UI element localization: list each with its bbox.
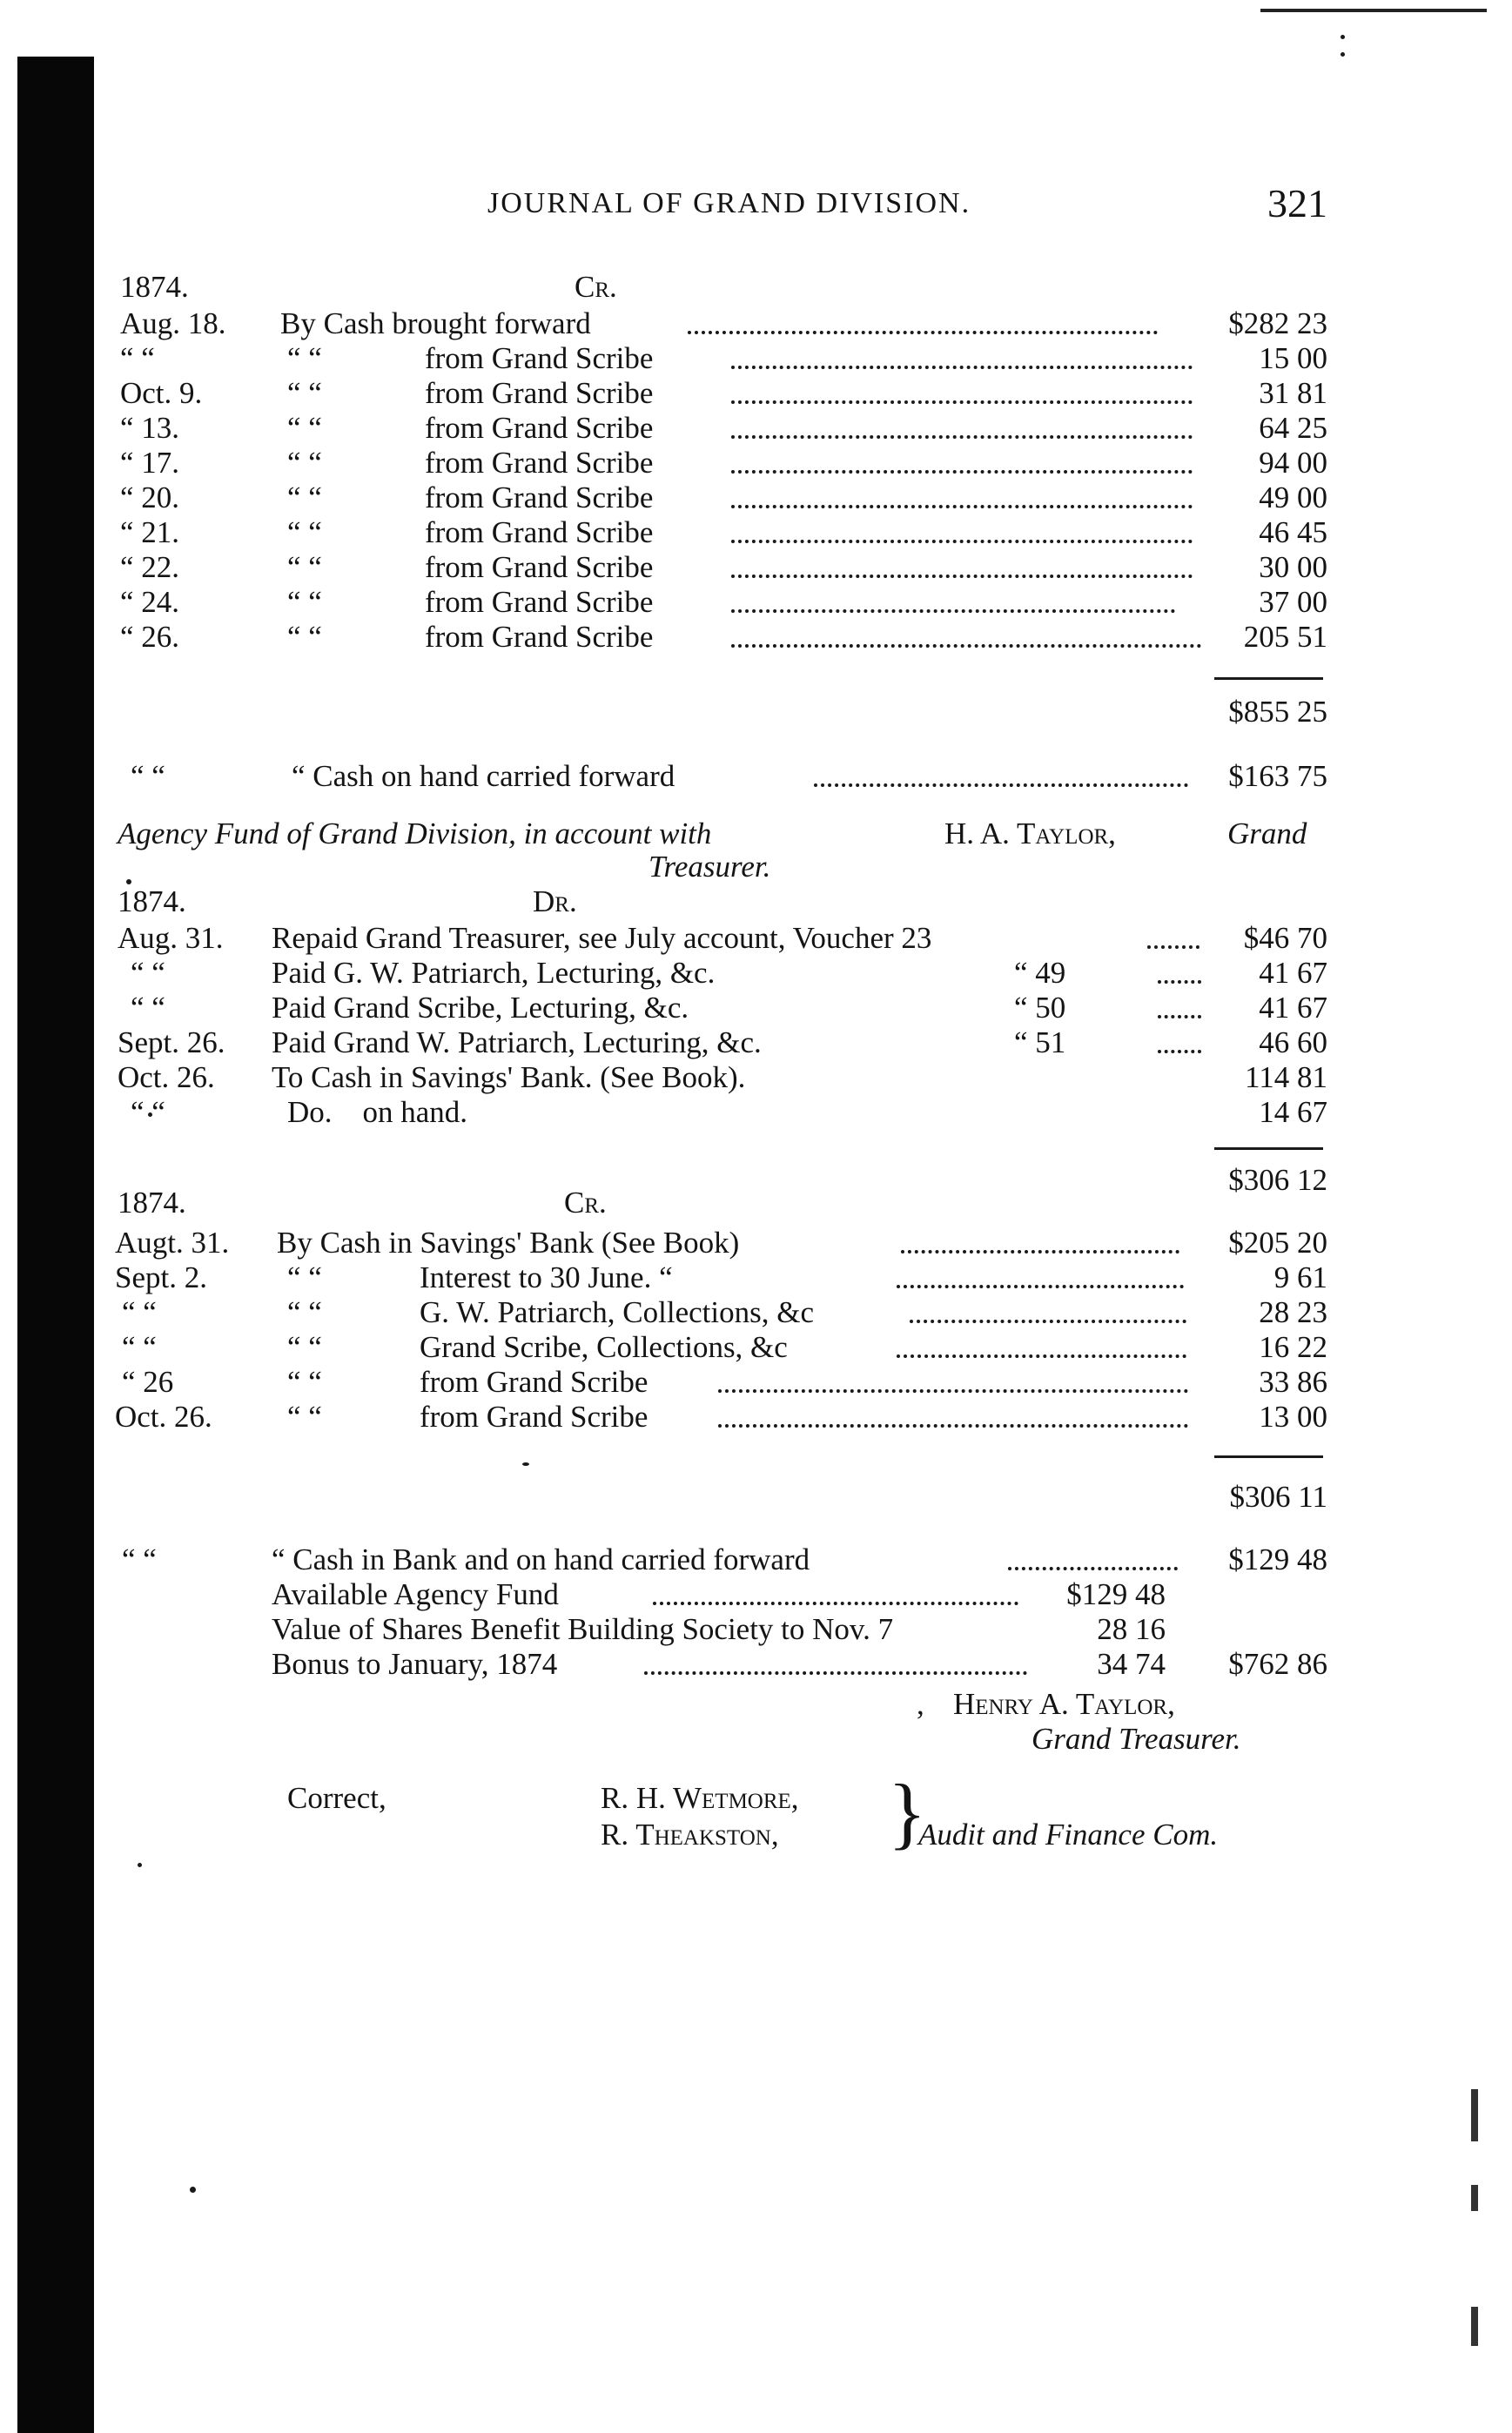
dot-leader <box>731 540 1193 543</box>
year: 1874. <box>118 1186 186 1220</box>
row-voucher: “ 49 <box>1014 956 1066 990</box>
row-amount: 49 00 <box>1259 481 1327 514</box>
row-date: Oct. 9. <box>120 376 203 410</box>
carry-date: “ “ <box>131 759 165 793</box>
row-date: “ “ <box>122 1295 157 1329</box>
dot-leader <box>688 331 1158 334</box>
carry-desc: “ Cash in Bank and on hand carried forward <box>272 1542 810 1576</box>
row-amount: 15 00 <box>1259 341 1327 375</box>
audit-committee: Audit and Finance Com. <box>918 1818 1219 1852</box>
agency-treasurer-name: H. A. Taylor, <box>944 817 1116 850</box>
dot-leader <box>718 1424 1188 1428</box>
dot-leader <box>1147 945 1200 949</box>
dot-leader <box>731 366 1193 369</box>
treasurer-title: Grand Treasurer. <box>1032 1722 1241 1756</box>
summary-amount: $762 86 <box>1228 1647 1327 1681</box>
row-desc: G. W. Patriarch, Collections, &c <box>420 1295 814 1329</box>
treasurer-signature: Henry A. Taylor, <box>953 1687 1175 1721</box>
row-desc: Do. on hand. <box>287 1095 468 1129</box>
section-heading: Cr. <box>575 270 617 304</box>
row-amount: 94 00 <box>1259 446 1327 480</box>
speck <box>522 1462 529 1466</box>
speck <box>1341 52 1345 57</box>
row-desc: from Grand Scribe <box>425 411 654 445</box>
dot-leader <box>1158 1015 1201 1018</box>
row-date: Oct. 26. <box>118 1060 215 1094</box>
speck <box>190 2187 196 2193</box>
row-desc: from Grand Scribe <box>420 1365 648 1399</box>
row-amount: 14 67 <box>1259 1095 1327 1129</box>
summary-desc: Bonus to January, 1874 <box>272 1647 558 1681</box>
dot-leader <box>718 1389 1188 1393</box>
summary-desc: Value of Shares Benefit Building Society to Nov. 7 <box>272 1612 894 1646</box>
dot-leader <box>731 609 1175 613</box>
row-date: “ 17. <box>120 446 180 480</box>
dot-leader <box>731 435 1193 439</box>
audit-correct: Correct, <box>287 1781 386 1815</box>
signature-comma: , <box>917 1687 924 1721</box>
row-amount: 41 67 <box>1259 991 1327 1025</box>
row-ditto: “ “ <box>287 341 322 375</box>
row-desc: By Cash brought forward <box>280 306 591 340</box>
year: 1874. <box>118 884 186 918</box>
page-edge-mark <box>1471 2307 1478 2346</box>
row-amount: 41 67 <box>1259 956 1327 990</box>
row-voucher: “ 50 <box>1014 991 1066 1025</box>
row-date: Sept. 2. <box>115 1260 207 1294</box>
dot-leader <box>731 644 1201 648</box>
row-date: “ “ <box>120 341 155 375</box>
row-desc: Grand Scribe, Collections, &c <box>420 1330 788 1364</box>
row-amount: $46 70 <box>1243 921 1327 955</box>
dot-leader <box>1158 980 1201 984</box>
row-date: “ 22. <box>120 550 180 584</box>
carry-date: “ “ <box>122 1542 157 1576</box>
row-amount: 64 25 <box>1259 411 1327 445</box>
row-ditto: “ “ <box>287 1365 322 1399</box>
dot-leader <box>731 575 1193 578</box>
row-amount: 28 23 <box>1259 1295 1327 1329</box>
page-number: 321 <box>1267 181 1327 225</box>
row-date: “ 20. <box>120 481 180 514</box>
dot-leader <box>897 1354 1186 1358</box>
row-date: “ “ <box>122 1330 157 1364</box>
summary-subamount: 28 16 <box>1097 1612 1166 1646</box>
page-edge-mark <box>1471 2089 1478 2141</box>
row-date: “ “ <box>131 1095 165 1129</box>
row-ditto: “ “ <box>287 446 322 480</box>
row-desc: from Grand Scribe <box>425 446 654 480</box>
row-date: Sept. 26. <box>118 1025 225 1059</box>
auditor-name: R. H. Wetmore, <box>601 1781 799 1815</box>
carry-amount: $163 75 <box>1228 759 1327 793</box>
agency-title-grand: Grand <box>1227 817 1307 850</box>
row-ditto: “ “ <box>287 1260 322 1294</box>
top-rule-mark <box>1260 9 1487 12</box>
row-desc: Paid Grand Scribe, Lecturing, &c. <box>272 991 689 1025</box>
dot-leader <box>644 1671 1027 1675</box>
row-ditto: “ “ <box>287 1295 322 1329</box>
row-date: Aug. 18. <box>120 306 226 340</box>
row-desc: from Grand Scribe <box>425 515 654 549</box>
total-rule <box>1214 1147 1323 1150</box>
row-desc: from Grand Scribe <box>425 585 654 619</box>
row-desc: Paid Grand W. Patriarch, Lecturing, &c. <box>272 1025 762 1059</box>
row-desc: from Grand Scribe <box>425 376 654 410</box>
row-date: “ 21. <box>120 515 180 549</box>
section-heading: Cr. <box>564 1186 607 1220</box>
row-desc: To Cash in Savings' Bank. (See Book). <box>272 1060 746 1094</box>
dot-leader <box>910 1320 1186 1323</box>
row-desc: Interest to 30 June. “ <box>420 1260 673 1294</box>
auditor-name: R. Theakston, <box>601 1818 779 1852</box>
speck <box>138 1863 142 1867</box>
summary-subamount: 34 74 <box>1097 1647 1166 1681</box>
row-voucher: “ 51 <box>1014 1025 1066 1059</box>
row-date: “ “ <box>131 956 165 990</box>
summary-desc: Available Agency Fund <box>272 1577 559 1611</box>
row-amount: $282 23 <box>1228 306 1327 340</box>
section-total: $306 11 <box>1229 1480 1327 1514</box>
row-amount: 46 60 <box>1259 1025 1327 1059</box>
row-date: Aug. 31. <box>118 921 224 955</box>
row-amount: 46 45 <box>1259 515 1327 549</box>
row-ditto: “ “ <box>287 550 322 584</box>
agency-title: Agency Fund of Grand Division, in account with <box>118 817 712 850</box>
row-desc: from Grand Scribe <box>425 481 654 514</box>
section-total: $855 25 <box>1228 695 1327 729</box>
row-date: “ 24. <box>120 585 180 619</box>
summary-subamount: $129 48 <box>1066 1577 1166 1611</box>
dot-leader <box>653 1602 1018 1605</box>
carry-amount: $129 48 <box>1228 1542 1327 1576</box>
total-rule <box>1214 1455 1323 1458</box>
row-amount: 13 00 <box>1259 1400 1327 1434</box>
page-edge-mark <box>1471 2185 1478 2211</box>
row-amount: 33 86 <box>1259 1365 1327 1399</box>
row-ditto: “ “ <box>287 620 322 654</box>
row-date: “ 26. <box>120 620 180 654</box>
row-ditto: “ “ <box>287 376 322 410</box>
row-date: “ “ <box>131 991 165 1025</box>
row-date: “ 13. <box>120 411 180 445</box>
dot-leader <box>1008 1567 1178 1570</box>
row-amount: 114 81 <box>1245 1060 1327 1094</box>
row-amount: 31 81 <box>1259 376 1327 410</box>
dot-leader <box>814 783 1188 787</box>
dot-leader <box>731 400 1193 404</box>
row-ditto: “ “ <box>287 1400 322 1434</box>
row-ditto: “ “ <box>287 585 322 619</box>
dot-leader <box>1158 1050 1201 1053</box>
row-desc: By Cash in Savings' Bank (See Book) <box>277 1226 740 1260</box>
agency-title-treasurer: Treasurer. <box>648 850 771 884</box>
dot-leader <box>731 505 1193 508</box>
row-date: Augt. 31. <box>115 1226 230 1260</box>
carry-desc: “ Cash on hand carried forward <box>292 759 675 793</box>
row-ditto: “ “ <box>287 481 322 514</box>
total-rule <box>1214 677 1323 680</box>
row-ditto: “ “ <box>287 1330 322 1364</box>
dot-leader <box>731 470 1193 474</box>
row-amount: 16 22 <box>1259 1330 1327 1364</box>
row-date: Oct. 26. <box>115 1400 212 1434</box>
year: 1874. <box>120 270 189 304</box>
section-total: $306 12 <box>1228 1163 1327 1197</box>
row-desc: from Grand Scribe <box>425 550 654 584</box>
row-ditto: “ “ <box>287 515 322 549</box>
row-desc: Paid G. W. Patriarch, Lecturing, &c. <box>272 956 716 990</box>
row-desc: from Grand Scribe <box>425 341 654 375</box>
row-desc: from Grand Scribe <box>420 1400 648 1434</box>
brace-icon: } <box>888 1768 927 1857</box>
section-heading: Dr. <box>533 884 577 918</box>
row-ditto: “ “ <box>287 411 322 445</box>
row-amount: 205 51 <box>1243 620 1327 654</box>
binding-spine <box>17 57 94 2433</box>
row-amount: 9 61 <box>1273 1260 1327 1294</box>
row-amount: 37 00 <box>1259 585 1327 619</box>
dot-leader <box>901 1250 1179 1253</box>
row-amount: $205 20 <box>1228 1226 1327 1260</box>
row-amount: 30 00 <box>1259 550 1327 584</box>
running-header: JOURNAL OF GRAND DIVISION. <box>487 187 971 219</box>
row-desc: Repaid Grand Treasurer, see July account, Voucher 23 <box>272 921 932 955</box>
speck <box>1341 35 1345 39</box>
row-desc: from Grand Scribe <box>425 620 654 654</box>
row-date: “ 26 <box>122 1365 174 1399</box>
dot-leader <box>897 1285 1184 1288</box>
